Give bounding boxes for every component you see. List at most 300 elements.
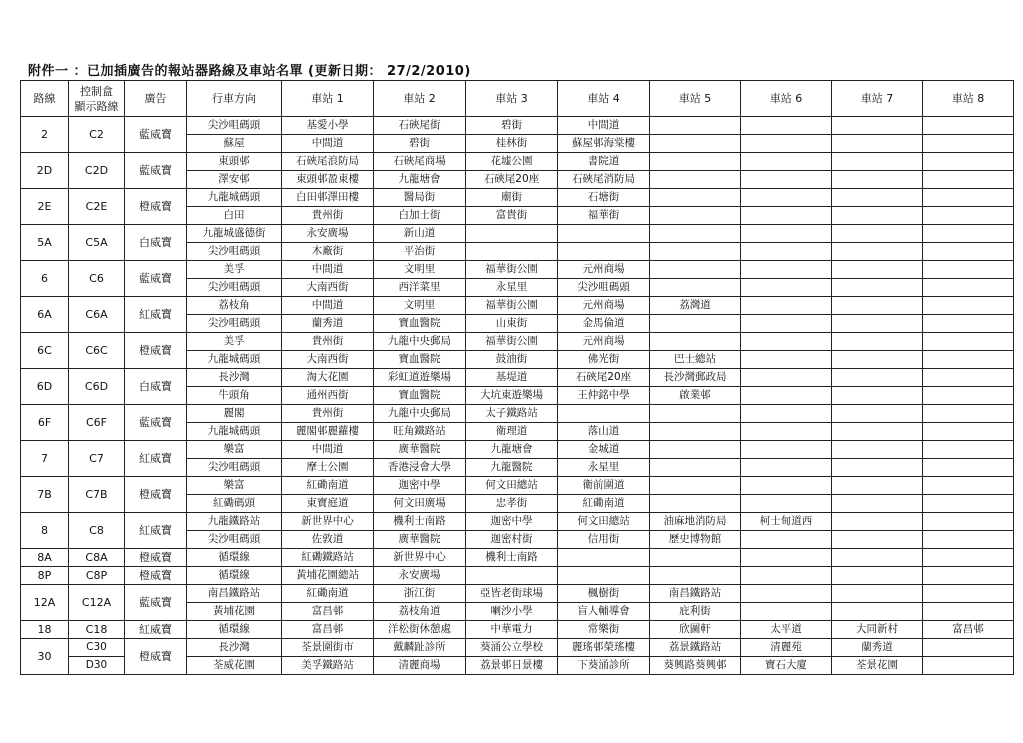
station-cell: [923, 405, 1014, 423]
station-cell: [650, 549, 741, 567]
station-cell: [558, 225, 650, 243]
direction-cell: 九龍鐵路站: [187, 513, 282, 531]
station-cell: 基愛小學: [282, 117, 374, 135]
station-cell: 紅磡鐵路站: [282, 549, 374, 567]
table-row: [21, 153, 1014, 171]
station-cell: [741, 279, 832, 297]
station-cell: [650, 279, 741, 297]
station-cell: 廣華醫院: [374, 441, 466, 459]
station-cell: [832, 405, 923, 423]
station-cell: [832, 549, 923, 567]
station-cell: [923, 225, 1014, 243]
station-cell: [741, 171, 832, 189]
station-cell: [741, 495, 832, 513]
station-cell: 中間道: [282, 297, 374, 315]
control-route: D30: [69, 657, 125, 675]
station-cell: 荔景邨日景樓: [466, 657, 558, 675]
route-number: 7B: [21, 477, 69, 513]
station-cell: 洋松街休憩處: [374, 621, 466, 639]
station-cell: [832, 459, 923, 477]
direction-cell: 九龍城盛德街: [187, 225, 282, 243]
control-route: C2D: [69, 153, 125, 189]
control-route: C7: [69, 441, 125, 477]
station-cell: [650, 423, 741, 441]
station-cell: [923, 351, 1014, 369]
station-cell: 貴州街: [282, 333, 374, 351]
station-cell: 白田邨澤田樓: [282, 189, 374, 207]
station-cell: 大坑東遊樂場: [466, 387, 558, 405]
route-number: 8P: [21, 567, 69, 585]
station-cell: [741, 585, 832, 603]
table-row: [21, 639, 1014, 657]
direction-cell: 長沙灣: [187, 639, 282, 657]
station-cell: 西洋菜里: [374, 279, 466, 297]
header-control: 控制盒 顯示路線: [69, 81, 125, 117]
route-table: [20, 80, 1014, 675]
station-cell: 啟業邨: [650, 387, 741, 405]
station-cell: 書院道: [558, 153, 650, 171]
station-cell: 中間道: [558, 117, 650, 135]
station-cell: [923, 207, 1014, 225]
control-route: C8A: [69, 549, 125, 567]
station-cell: 通州西街: [282, 387, 374, 405]
ad-type: 紅威寶: [125, 297, 187, 333]
station-cell: 香港浸會大學: [374, 459, 466, 477]
direction-cell: 尖沙咀碼頭: [187, 315, 282, 333]
station-cell: 南昌鐵路站: [650, 585, 741, 603]
page-title: 附件一 ：已加插廣告的報站器路線及車站名單 (更新日期： 27/2/2010): [28, 64, 471, 79]
station-cell: 迦密中學: [374, 477, 466, 495]
control-route: C8: [69, 513, 125, 549]
route-number: 2E: [21, 189, 69, 225]
station-cell: 碧街: [466, 117, 558, 135]
station-cell: 寶血醫院: [374, 387, 466, 405]
station-cell: 桂林街: [466, 135, 558, 153]
station-cell: [923, 369, 1014, 387]
direction-cell: 循環線: [187, 549, 282, 567]
station-cell: 葵興路葵興邨: [650, 657, 741, 675]
direction-cell: 美孚: [187, 261, 282, 279]
station-cell: 石塘街: [558, 189, 650, 207]
station-cell: [650, 207, 741, 225]
ad-type: 橙威寶: [125, 567, 187, 585]
route-number: 6C: [21, 333, 69, 369]
station-cell: 摩士公園: [282, 459, 374, 477]
direction-cell: 九龍城碼頭: [187, 189, 282, 207]
station-cell: [650, 441, 741, 459]
station-cell: [832, 153, 923, 171]
ad-type: 藍威寶: [125, 585, 187, 621]
station-cell: [650, 459, 741, 477]
direction-cell: 蘇屋: [187, 135, 282, 153]
station-cell: 九龍中央郵局: [374, 333, 466, 351]
direction-cell: 九龍城碼頭: [187, 351, 282, 369]
station-cell: 機利士南路: [374, 513, 466, 531]
control-route: C7B: [69, 477, 125, 513]
station-cell: [650, 189, 741, 207]
station-cell: 大南西街: [282, 351, 374, 369]
station-cell: 尖沙咀碼頭: [558, 279, 650, 297]
table-row: [21, 117, 1014, 135]
station-cell: 白加士街: [374, 207, 466, 225]
station-cell: 衛理道: [466, 423, 558, 441]
station-cell: 落山道: [558, 423, 650, 441]
station-cell: 元州商場: [558, 297, 650, 315]
station-cell: [832, 477, 923, 495]
route-number: 30: [21, 639, 69, 675]
table-row: [21, 405, 1014, 423]
ad-type: 白威寶: [125, 369, 187, 405]
station-cell: 彩虹道遊樂場: [374, 369, 466, 387]
station-cell: [832, 567, 923, 585]
station-cell: 九龍醫院: [466, 459, 558, 477]
station-cell: [832, 297, 923, 315]
direction-cell: 白田: [187, 207, 282, 225]
header-station-3: 車站 3: [466, 81, 558, 117]
station-cell: 淘大花園: [282, 369, 374, 387]
station-cell: [741, 297, 832, 315]
station-cell: 廣華醫院: [374, 531, 466, 549]
route-number: 6F: [21, 405, 69, 441]
station-cell: [923, 639, 1014, 657]
table-row: [21, 225, 1014, 243]
control-route: C2E: [69, 189, 125, 225]
station-cell: 盲人輔導會: [558, 603, 650, 621]
direction-cell: 尖沙咀碼頭: [187, 243, 282, 261]
station-cell: [650, 225, 741, 243]
station-cell: [558, 567, 650, 585]
direction-cell: 長沙灣: [187, 369, 282, 387]
station-cell: 新世界中心: [282, 513, 374, 531]
control-route: C6A: [69, 297, 125, 333]
station-cell: [923, 171, 1014, 189]
station-cell: 貴州街: [282, 207, 374, 225]
station-cell: 黃埔花園總站: [282, 567, 374, 585]
station-cell: 王仲銘中學: [558, 387, 650, 405]
ad-type: 橙威寶: [125, 189, 187, 225]
direction-cell: 紅磡碼頭: [187, 495, 282, 513]
direction-cell: 美孚: [187, 333, 282, 351]
station-cell: 紅磡南道: [282, 585, 374, 603]
station-cell: 富昌邨: [282, 603, 374, 621]
direction-cell: 尖沙咀碼頭: [187, 117, 282, 135]
station-cell: 石硤尾消防局: [558, 171, 650, 189]
station-cell: 貴州街: [282, 405, 374, 423]
station-cell: 欣圖軒: [650, 621, 741, 639]
ad-type: 橙威寶: [125, 477, 187, 513]
header-station-2: 車站 2: [374, 81, 466, 117]
table-row: [21, 621, 1014, 639]
station-cell: 喇沙小學: [466, 603, 558, 621]
station-cell: [832, 171, 923, 189]
station-cell: [741, 441, 832, 459]
station-cell: 常樂街: [558, 621, 650, 639]
station-cell: [923, 567, 1014, 585]
route-number: 18: [21, 621, 69, 639]
station-cell: [650, 153, 741, 171]
station-cell: 山東街: [466, 315, 558, 333]
control-route: C12A: [69, 585, 125, 621]
station-cell: [741, 423, 832, 441]
control-route: C5A: [69, 225, 125, 261]
station-cell: [650, 135, 741, 153]
station-cell: [832, 423, 923, 441]
direction-cell: 牛頭角: [187, 387, 282, 405]
station-cell: 九龍中央郵局: [374, 405, 466, 423]
station-cell: [832, 117, 923, 135]
ad-type: 橙威寶: [125, 333, 187, 369]
station-cell: 庇利街: [650, 603, 741, 621]
station-cell: [832, 315, 923, 333]
table-row: [21, 297, 1014, 315]
station-cell: [832, 333, 923, 351]
station-cell: 石硤尾商場: [374, 153, 466, 171]
station-cell: [741, 459, 832, 477]
station-cell: [741, 117, 832, 135]
station-cell: [650, 243, 741, 261]
station-cell: 何文田總站: [466, 477, 558, 495]
station-cell: 東寶庭道: [282, 495, 374, 513]
station-cell: 九龍塘會: [374, 171, 466, 189]
station-cell: 亞皆老街球場: [466, 585, 558, 603]
station-cell: [741, 207, 832, 225]
station-cell: 寶血醫院: [374, 315, 466, 333]
header-station-7: 車站 7: [832, 81, 923, 117]
ad-type: 紅威寶: [125, 621, 187, 639]
station-cell: 機利士南路: [466, 549, 558, 567]
station-cell: [650, 567, 741, 585]
header-station-8: 車站 8: [923, 81, 1014, 117]
station-cell: 荔灣道: [650, 297, 741, 315]
station-cell: [466, 225, 558, 243]
route-number: 8: [21, 513, 69, 549]
table-row: [21, 549, 1014, 567]
station-cell: [741, 567, 832, 585]
station-cell: [923, 549, 1014, 567]
station-cell: 何文田廣場: [374, 495, 466, 513]
ad-type: 橙威寶: [125, 549, 187, 567]
station-cell: [832, 585, 923, 603]
header-station-6: 車站 6: [741, 81, 832, 117]
station-cell: 佛光街: [558, 351, 650, 369]
station-cell: 清麗苑: [741, 639, 832, 657]
station-cell: [923, 135, 1014, 153]
station-cell: 石硤尾街: [374, 117, 466, 135]
station-cell: 迦密村街: [466, 531, 558, 549]
station-cell: [832, 441, 923, 459]
table-row: [21, 333, 1014, 351]
station-cell: [741, 477, 832, 495]
table-row: [21, 441, 1014, 459]
table-row: [21, 567, 1014, 585]
station-cell: 荔枝角道: [374, 603, 466, 621]
station-cell: [832, 189, 923, 207]
direction-cell: 南昌鐵路站: [187, 585, 282, 603]
station-cell: [923, 297, 1014, 315]
station-cell: 永安廣場: [374, 567, 466, 585]
route-number: 8A: [21, 549, 69, 567]
station-cell: 石硤尾20座: [466, 171, 558, 189]
station-cell: [741, 153, 832, 171]
station-cell: 長沙灣郵政局: [650, 369, 741, 387]
station-cell: [741, 315, 832, 333]
station-cell: [923, 441, 1014, 459]
direction-cell: 樂富: [187, 477, 282, 495]
station-cell: [923, 315, 1014, 333]
station-cell: [923, 333, 1014, 351]
station-cell: 紅磡南道: [558, 495, 650, 513]
direction-cell: 澤安邨: [187, 171, 282, 189]
table-row: [21, 477, 1014, 495]
station-cell: [741, 549, 832, 567]
station-cell: [923, 153, 1014, 171]
station-cell: 中間道: [282, 441, 374, 459]
station-cell: [832, 225, 923, 243]
route-number: 5A: [21, 225, 69, 261]
station-cell: [832, 369, 923, 387]
station-cell: [650, 333, 741, 351]
station-cell: 石硤尾浪防局: [282, 153, 374, 171]
station-cell: [650, 117, 741, 135]
station-cell: 木廠街: [282, 243, 374, 261]
route-number: 12A: [21, 585, 69, 621]
station-cell: [923, 603, 1014, 621]
station-cell: 寶血醫院: [374, 351, 466, 369]
station-cell: [923, 495, 1014, 513]
station-cell: 荃景圍街市: [282, 639, 374, 657]
station-cell: 金城道: [558, 441, 650, 459]
header-station-5: 車站 5: [650, 81, 741, 117]
station-cell: 荔景鐵路站: [650, 639, 741, 657]
station-cell: [923, 657, 1014, 675]
control-route: C18: [69, 621, 125, 639]
station-cell: 葵涌公立學校: [466, 639, 558, 657]
station-cell: [650, 171, 741, 189]
ad-type: 紅威寶: [125, 441, 187, 477]
station-cell: [832, 261, 923, 279]
table-row: [21, 369, 1014, 387]
station-cell: 中間道: [282, 135, 374, 153]
station-cell: [832, 279, 923, 297]
station-cell: [923, 117, 1014, 135]
station-cell: [923, 513, 1014, 531]
station-cell: 迦密中學: [466, 513, 558, 531]
station-cell: [466, 567, 558, 585]
station-cell: [923, 585, 1014, 603]
direction-cell: 東頭邨: [187, 153, 282, 171]
direction-cell: 尖沙咀碼頭: [187, 279, 282, 297]
station-cell: 福華街公園: [466, 333, 558, 351]
ad-type: 藍威寶: [125, 117, 187, 153]
station-cell: 元州商場: [558, 333, 650, 351]
station-cell: [741, 261, 832, 279]
direction-cell: 黃埔花園: [187, 603, 282, 621]
route-number: 7: [21, 441, 69, 477]
direction-cell: 尖沙咀碼頭: [187, 459, 282, 477]
station-cell: [741, 387, 832, 405]
station-cell: [832, 135, 923, 153]
station-cell: [558, 549, 650, 567]
station-cell: 九龍塘會: [466, 441, 558, 459]
station-cell: 文明里: [374, 261, 466, 279]
ad-type: 紅威寶: [125, 513, 187, 549]
direction-cell: 麗閣: [187, 405, 282, 423]
station-cell: 中華電力: [466, 621, 558, 639]
header-station-1: 車站 1: [282, 81, 374, 117]
station-cell: [558, 243, 650, 261]
station-cell: [923, 387, 1014, 405]
route-number: 2: [21, 117, 69, 153]
station-cell: 中間道: [282, 261, 374, 279]
station-cell: 佐敦道: [282, 531, 374, 549]
station-cell: 戴麟趾診所: [374, 639, 466, 657]
direction-cell: 尖沙咀碼頭: [187, 531, 282, 549]
station-cell: 基堤道: [466, 369, 558, 387]
header-station-4: 車站 4: [558, 81, 650, 117]
station-cell: [741, 405, 832, 423]
station-cell: 金馬倫道: [558, 315, 650, 333]
station-cell: [923, 189, 1014, 207]
station-cell: [741, 603, 832, 621]
station-cell: [741, 369, 832, 387]
station-cell: 大南西街: [282, 279, 374, 297]
table-body: [21, 117, 1014, 675]
table-row: [21, 585, 1014, 603]
header-direction: 行車方向: [187, 81, 282, 117]
station-cell: 文明里: [374, 297, 466, 315]
direction-cell: 荃威花園: [187, 657, 282, 675]
station-cell: 楓樹街: [558, 585, 650, 603]
station-cell: [741, 333, 832, 351]
station-cell: 信用街: [558, 531, 650, 549]
station-cell: 新世界中心: [374, 549, 466, 567]
station-cell: [923, 261, 1014, 279]
station-cell: [923, 279, 1014, 297]
direction-cell: 荔枝角: [187, 297, 282, 315]
station-cell: [650, 315, 741, 333]
direction-cell: 循環線: [187, 567, 282, 585]
station-cell: [650, 495, 741, 513]
station-cell: 蘇屋邨海棠樓: [558, 135, 650, 153]
station-cell: 麗閣邨麗蘿樓: [282, 423, 374, 441]
station-cell: 永安廣場: [282, 225, 374, 243]
station-cell: 旺角鐵路站: [374, 423, 466, 441]
table-row: [21, 189, 1014, 207]
station-cell: [741, 243, 832, 261]
header-ad: 廣告: [125, 81, 187, 117]
station-cell: 富昌邨: [282, 621, 374, 639]
station-cell: 醫局街: [374, 189, 466, 207]
station-cell: [832, 387, 923, 405]
station-cell: [650, 261, 741, 279]
table-row: [21, 261, 1014, 279]
control-route: C6: [69, 261, 125, 297]
route-number: 6A: [21, 297, 69, 333]
control-route: C6D: [69, 369, 125, 405]
station-cell: 元州商場: [558, 261, 650, 279]
station-cell: 福華街公園: [466, 297, 558, 315]
station-cell: [466, 243, 558, 261]
station-cell: 荃景花園: [832, 657, 923, 675]
station-cell: [832, 243, 923, 261]
station-cell: 紅磡南道: [282, 477, 374, 495]
station-cell: [558, 405, 650, 423]
station-cell: 鼓油街: [466, 351, 558, 369]
station-cell: [923, 531, 1014, 549]
station-cell: [741, 225, 832, 243]
station-cell: [832, 495, 923, 513]
route-number: 6: [21, 261, 69, 297]
